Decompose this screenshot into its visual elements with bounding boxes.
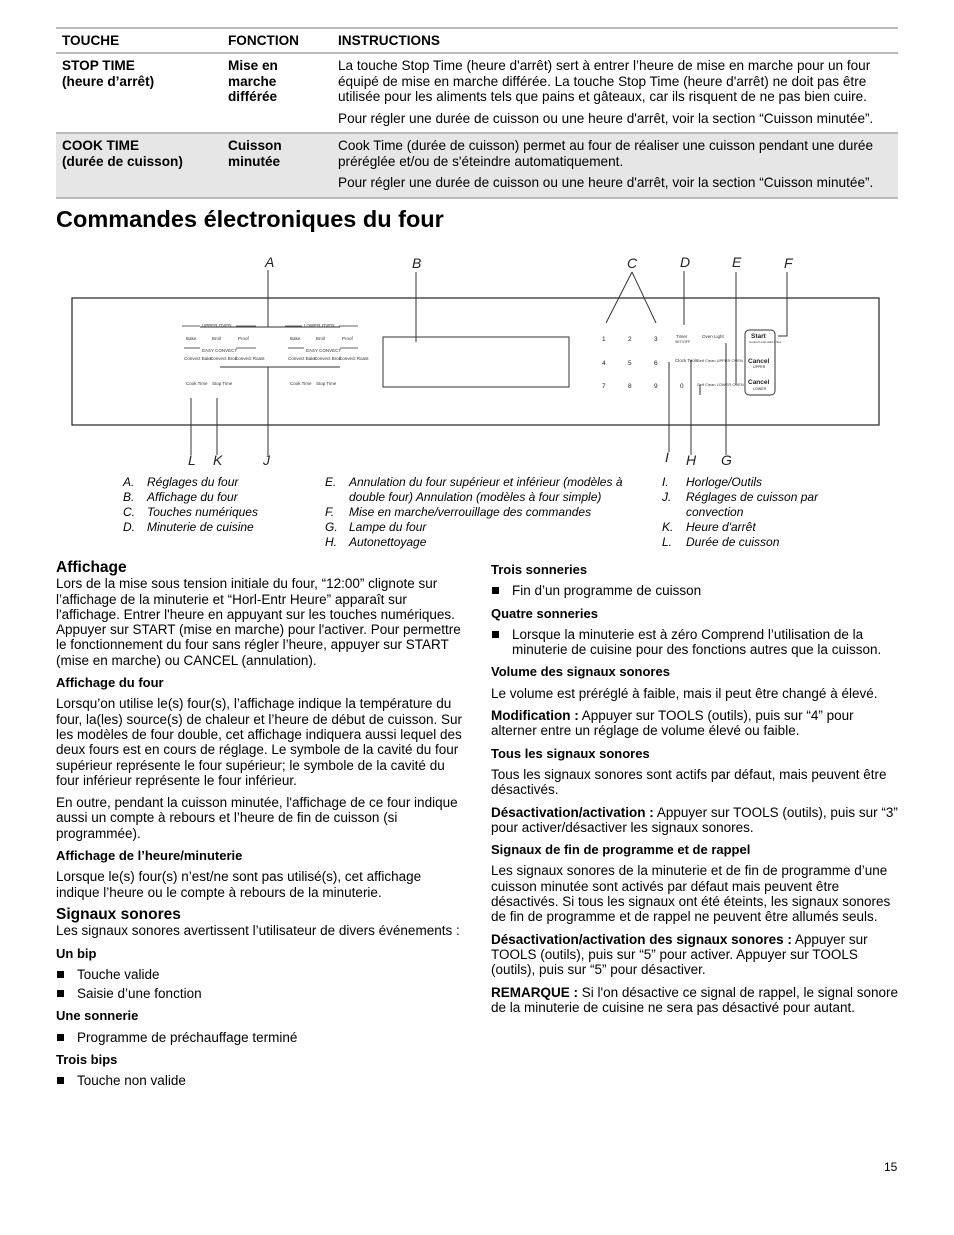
label-start: Start bbox=[751, 333, 766, 340]
table-cell-instructions bbox=[332, 53, 898, 133]
legend-item: J. Réglages de cuisson par convection bbox=[662, 490, 819, 519]
legend-item: K. Heure d'arrêt bbox=[662, 520, 756, 534]
legend-item: G. Lampe du four bbox=[325, 520, 427, 534]
label-convect-roast: Convect Roast bbox=[235, 356, 265, 361]
paragraph: Lorsqu’on utilise le(s) four(s), l’affichage indique la température du four, la(les) source(s) de chaleur et l’heure de début de cuisson. Sur les modèles de four double, cet affichage indiquera aussi lequel des deux fours est en cours de réglage. Le symbole de la cavité du four supérieur représente le four supérieur; le symbole de la cavité du four inférieur représente le four inférieur. bbox=[56, 696, 462, 788]
label-convect-bake: Convect Bake bbox=[288, 356, 317, 361]
oven-display bbox=[383, 337, 569, 387]
legend-item: H. Autonettoyage bbox=[325, 535, 427, 549]
callout-h: H bbox=[686, 452, 697, 468]
list-item: Fin d’un programme de cuisson bbox=[491, 583, 899, 598]
legend-item: I. Horloge/Outils bbox=[662, 475, 763, 489]
key-subname: (durée de cuisson) bbox=[62, 153, 183, 169]
header-instructions: INSTRUCTIONS bbox=[332, 28, 898, 53]
heading-affichage: Affichage bbox=[56, 559, 127, 576]
list-item: Lorsque la minuterie est à zéro Comprend l’utilisation de la minuterie de cuisine pour des fonctions autres que la cuisson. bbox=[491, 627, 899, 658]
label-easy-convect: EASY CONVECT bbox=[306, 348, 342, 353]
label-upper-oven: UPPER OVEN bbox=[202, 323, 232, 328]
paragraph-text: Appuyer sur TOOLS (outils), puis sur “5” pour activer. Appuyer sur TOOLS (outils), puis sur “5” pour désactiver. bbox=[491, 931, 868, 978]
table-cell-function: Mise en marche différée bbox=[222, 53, 332, 133]
bold-label: Désactivation/activation : bbox=[491, 804, 654, 820]
bullet-list bbox=[491, 627, 899, 658]
keypad-digit: 6 bbox=[654, 360, 658, 367]
header-fonction: FONCTION bbox=[222, 28, 332, 53]
callout-d: D bbox=[680, 254, 691, 270]
list-item: Programme de préchauffage terminé bbox=[56, 1030, 466, 1045]
table-row bbox=[56, 53, 898, 133]
paragraph: En outre, pendant la cuisson minutée, l'affichage de ce four indique aussi un compte à rebours et l’heure de fin de cuisson (si programmée). bbox=[56, 795, 458, 841]
paragraph: Tous les signaux sonores sont actifs par défaut, mais peuvent être désactivés. bbox=[491, 766, 887, 798]
legend-item: L. Durée de cuisson bbox=[662, 535, 780, 549]
heading-une-sonnerie: Une sonnerie bbox=[56, 1008, 139, 1024]
label-lower-oven: LOWER OVEN bbox=[304, 323, 335, 328]
callout-j: J bbox=[263, 452, 270, 468]
callout-k: K bbox=[213, 452, 223, 468]
instruction-text: Pour régler une durée de cuisson ou une heure d'arrêt, voir la section “Cuisson minutée”. bbox=[338, 110, 874, 126]
panel-drawing bbox=[0, 250, 954, 475]
keypad-digit: 4 bbox=[602, 360, 606, 367]
keypad-digit: 2 bbox=[628, 336, 632, 343]
table-header-row bbox=[56, 28, 898, 53]
keypad-digit: 8 bbox=[628, 383, 632, 390]
label-cancel-upper: UPPER bbox=[753, 365, 766, 369]
heading-trois-sonneries: Trois sonneries bbox=[491, 562, 588, 577]
table-cell-function: Cuisson minutée bbox=[222, 133, 332, 198]
keypad-digit: 7 bbox=[602, 383, 606, 390]
instruction-text: Pour régler une durée de cuisson ou une heure d'arrêt, voir la section “Cuisson minutée”. bbox=[338, 175, 874, 190]
heading-volume: Volume des signaux sonores bbox=[491, 664, 670, 680]
heading-quatre-sonneries: Quatre sonneries bbox=[491, 605, 598, 621]
control-panel-diagram bbox=[0, 250, 954, 475]
legend-column-1 bbox=[123, 475, 313, 535]
bullet-list bbox=[56, 1073, 466, 1088]
heading-fin-programme: Signaux de fin de programme et de rappel bbox=[491, 842, 751, 858]
callout-b: B bbox=[412, 255, 422, 271]
legend-column-2 bbox=[325, 475, 643, 550]
table-row bbox=[56, 133, 898, 198]
list-item: Saisie d’une fonction bbox=[56, 986, 466, 1001]
label-timer-sub: SET/OFF bbox=[675, 340, 691, 344]
label-clock-tools: Clock Tools bbox=[675, 358, 698, 363]
keypad-digit: 5 bbox=[628, 360, 632, 367]
label-oven-light: Oven Light bbox=[702, 334, 724, 339]
label-start-sub: Control Lock Hold 3 Sec bbox=[749, 340, 782, 344]
legend-item: A. Réglages du four bbox=[123, 475, 239, 489]
paragraph: Le volume est préréglé à faible, mais il peut être changé à élevé. bbox=[491, 685, 878, 701]
paragraph: Lors de la mise sous tension initiale du four, “12:00” clignote sur l’affichage de la minuterie et “Horl-Entr Heure” apparaît sur l'affichage. Entrer l'heure en appuyant sur les touches numériques. Appuyer sur START (mise en marche) pour l'activer. Pour permettre le fonctionnement du four sans régler l’heure, appuyer sur START (mise en marche) ou CANCEL (annulation). bbox=[56, 576, 461, 668]
left-column bbox=[56, 560, 466, 1096]
bullet-list bbox=[491, 583, 899, 598]
paragraph: Les signaux sonores de la minuterie et de fin de programme d’une cuisson minutée sont activés par défaut mais peuvent être désactivés. Si tous les signaux ont été éteints, les signaux sonores de fin de programme et de rappel ne peuvent être allumés seuls. bbox=[491, 863, 891, 925]
keypad-digit: 3 bbox=[654, 336, 658, 343]
instruction-text: Cook Time (durée de cuisson) permet au four de réaliser une cuisson pendant une durée préréglée et/ou de s'éteindre automatiquement. bbox=[338, 138, 874, 169]
table-cell-instructions bbox=[332, 133, 898, 198]
callout-i: I bbox=[665, 449, 669, 465]
bold-label: REMARQUE : bbox=[491, 984, 578, 1000]
bullet-list bbox=[56, 967, 466, 1002]
callout-e: E bbox=[732, 254, 742, 270]
bullet-list bbox=[56, 1030, 466, 1045]
heading-tous: Tous les signaux sonores bbox=[491, 745, 650, 761]
legend-item: F. Mise en marche/verrouillage des commandes bbox=[325, 505, 592, 519]
heading-un-bip: Un bip bbox=[56, 945, 97, 961]
paragraph bbox=[491, 805, 899, 836]
paragraph: Les signaux sonores avertissent l’utilisateur de divers événements : bbox=[56, 923, 460, 939]
label-convect-bake: Convect Bake bbox=[184, 356, 213, 361]
table-cell-key bbox=[56, 133, 222, 198]
label-bake: Bake bbox=[186, 336, 197, 341]
key-function-table bbox=[56, 27, 898, 199]
key-subname: (heure d’arrêt) bbox=[62, 73, 155, 89]
label-convect-roast: Convect Roast bbox=[339, 356, 369, 361]
label-stop-time: Stop Time bbox=[316, 381, 337, 386]
instruction-text: La touche Stop Time (heure d'arrêt) sert à entrer l’heure de mise en marche pour un four équipé de mise en marche différée. La touche Stop Time (heure d'arrêt) ne doit pas être utilisée pour les aliments tels que pains et gâteaux, car ils risquent de ne pas bien cuire. bbox=[338, 58, 871, 104]
label-proof: Proof bbox=[238, 336, 249, 341]
paragraph-text: Si l'on désactive ce signal de rappel, le signal sonore de la minuterie de cuisine ne sera pas désactivé pour autant. bbox=[491, 984, 899, 1015]
label-broil: Broil bbox=[316, 336, 326, 341]
label-timer: Timer bbox=[676, 334, 688, 339]
section-title: Commandes électroniques du four bbox=[56, 206, 444, 232]
label-stop-time: Stop Time bbox=[212, 381, 233, 386]
legend-column-3 bbox=[662, 475, 842, 550]
label-proof: Proof bbox=[342, 336, 353, 341]
callout-a: A bbox=[265, 254, 275, 270]
label-convect-broil: Convect Broil bbox=[314, 356, 341, 361]
legend-item: C. Touches numériques bbox=[123, 505, 258, 519]
list-item: Touche valide bbox=[56, 967, 466, 982]
callout-f: F bbox=[784, 255, 793, 271]
legend-item: D. Minuterie de cuisine bbox=[123, 520, 254, 534]
heading-affichage-heure: Affichage de l’heure/minuterie bbox=[56, 848, 243, 864]
label-cancel: Cancel bbox=[748, 379, 770, 386]
keypad-digit: 0 bbox=[680, 383, 684, 390]
table-cell-key bbox=[56, 53, 222, 133]
key-name: COOK TIME bbox=[62, 138, 140, 153]
label-easy-convect: EASY CONVECT bbox=[202, 348, 238, 353]
heading-trois-bips: Trois bips bbox=[56, 1052, 118, 1068]
list-item: Touche non valide bbox=[56, 1073, 466, 1088]
right-column bbox=[491, 562, 899, 1022]
paragraph: Lorsque le(s) four(s) n’est/ne sont pas utilisé(s), cet affichage indique l’heure ou le compte à rebours de la minuterie. bbox=[56, 869, 422, 900]
label-cook-time: Cook Time bbox=[186, 381, 208, 386]
label-self-clean-upper: Self Clean UPPER OVEN bbox=[697, 358, 743, 363]
paragraph bbox=[491, 708, 899, 739]
callout-l: L bbox=[188, 452, 196, 468]
callout-g: G bbox=[721, 452, 732, 468]
label-broil: Broil bbox=[212, 336, 222, 341]
heading-affichage-four: Affichage du four bbox=[56, 675, 164, 691]
header-touche: TOUCHE bbox=[56, 28, 222, 53]
label-convect-broil: Convect Broil bbox=[210, 356, 237, 361]
callout-c: C bbox=[627, 255, 638, 271]
keypad-digit: 1 bbox=[602, 336, 606, 343]
label-cook-time: Cook Time bbox=[290, 381, 312, 386]
heading-signaux: Signaux sonores bbox=[56, 905, 181, 923]
paragraph bbox=[491, 932, 899, 978]
page-number: 15 bbox=[884, 1160, 898, 1174]
paragraph-text: Appuyer sur TOOLS (outils), puis sur “3” pour activer/désactiver les signaux sonores. bbox=[491, 804, 898, 835]
paragraph-text: Appuyer sur TOOLS (outils), puis sur “4” pour alterner entre un réglage de volume élevé ou faible. bbox=[491, 708, 854, 739]
paragraph bbox=[491, 985, 899, 1016]
legend-item: E. Annulation du four supérieur et inférieur (modèles à double four) Annulation (modèles à four simple) bbox=[325, 475, 623, 504]
label-bake: Bake bbox=[290, 336, 301, 341]
key-name: STOP TIME bbox=[62, 58, 135, 73]
bold-label: Désactivation/activation des signaux sonores : bbox=[491, 931, 792, 947]
label-cancel-lower: LOWER bbox=[753, 387, 767, 391]
legend-item: B. Affichage du four bbox=[123, 490, 238, 504]
keypad-digit: 9 bbox=[654, 383, 658, 390]
label-self-clean-lower: Self Clean LOWER OVEN bbox=[697, 382, 744, 387]
bold-label: Modification : bbox=[491, 708, 579, 724]
label-cancel: Cancel bbox=[748, 358, 770, 365]
